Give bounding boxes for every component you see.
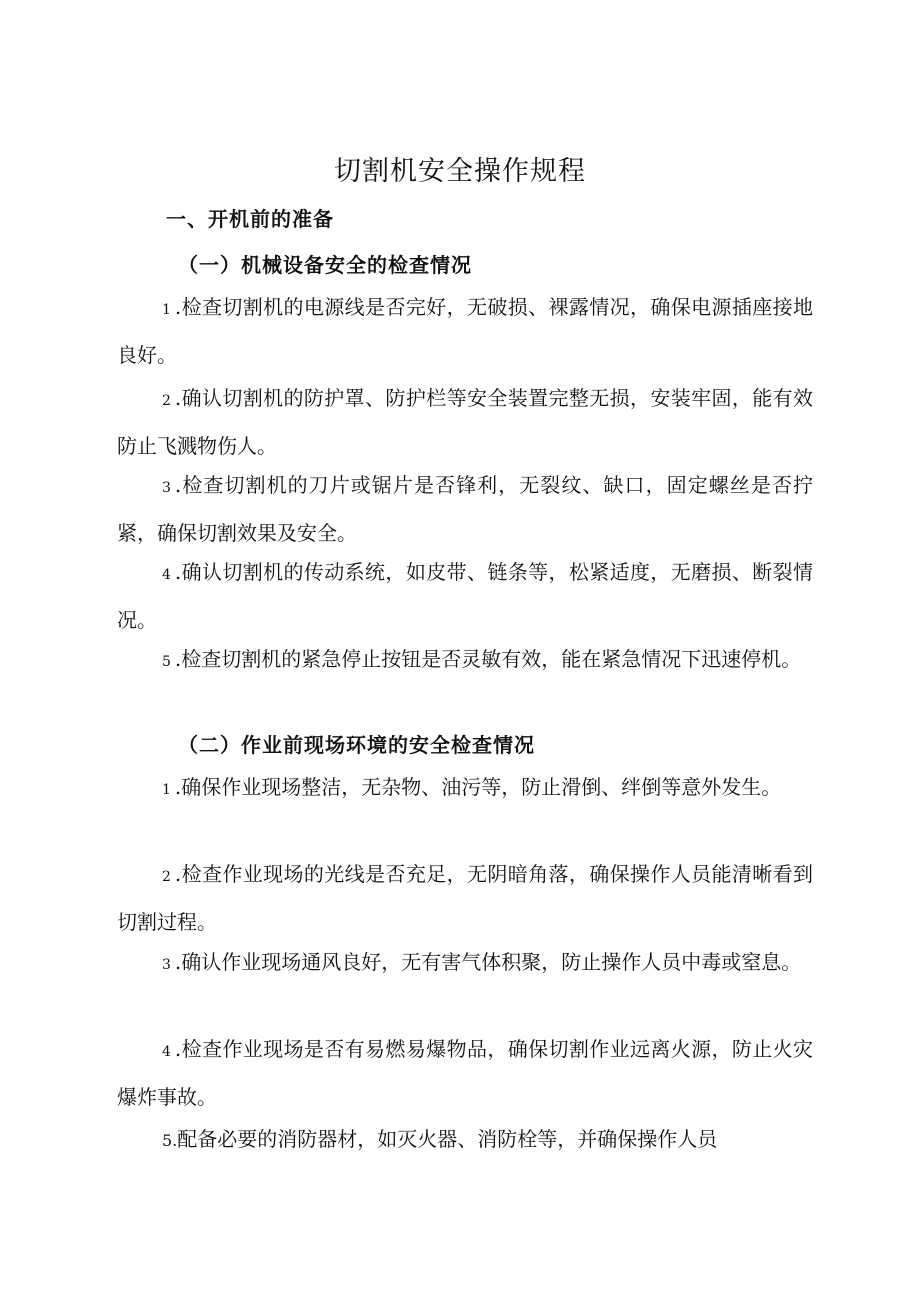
item-text: .检查作业现场是否有易燃易爆物品，确保切割作业远离火源，防止火灾爆炸事故。 — [117, 1037, 813, 1109]
item-text: 配备必要的消防器材，如灭火器、消防栓等，并确保操作人员 — [177, 1127, 718, 1151]
item-number: 1 — [162, 782, 171, 798]
item-text: .检查切割机的刀片或锯片是否锋利，无裂纹、缺口，固定螺丝是否拧紧，确保切割效果及安全。 — [117, 473, 813, 545]
subsection-heading-site-check: （二）作业前现场环境的安全检查情况 — [178, 733, 535, 757]
item-number: 2 — [162, 393, 171, 409]
item-number: 5. — [162, 1131, 178, 1150]
item-number: 3 — [162, 957, 171, 973]
section-heading-preparation: 一、开机前的准备 — [166, 207, 334, 231]
list-item — [117, 637, 813, 685]
item-text: .检查切割机的电源线是否完好，无破损、裸露情况，确保电源插座接地良好。 — [117, 295, 813, 367]
list-item — [117, 376, 813, 469]
item-text: .确认作业现场通风良好，无有害气体积聚，防止操作人员中毒或窒息。 — [174, 950, 802, 974]
list-item — [117, 765, 813, 813]
item-text: .确保作业现场整洁，无杂物、油污等，防止滑倒、绊倒等意外发生。 — [174, 775, 782, 799]
item-text: .检查作业现场的光线是否充足，无阴暗角落，确保操作人员能清晰看到切割过程。 — [117, 862, 813, 934]
subsection-heading-equipment-check: （一）机械设备安全的检查情况 — [178, 253, 472, 277]
item-number: 5 — [162, 654, 171, 670]
item-number: 1 — [162, 302, 171, 318]
item-number: 4 — [162, 567, 171, 583]
list-item — [117, 285, 813, 378]
list-item — [117, 1117, 813, 1163]
list-item — [117, 550, 813, 643]
item-number: 4 — [162, 1044, 171, 1060]
item-text: .确认切割机的传动系统，如皮带、链条等，松紧适度，无磨损、断裂情况。 — [117, 560, 813, 632]
item-text: .检查切割机的紧急停止按钮是否灵敏有效，能在紧急情况下迅速停机。 — [174, 647, 802, 671]
document-title: 切割机安全操作规程 — [334, 156, 586, 187]
item-number: 2 — [162, 869, 171, 885]
list-item — [117, 1027, 813, 1120]
list-item — [117, 463, 813, 556]
item-number: 3 — [162, 480, 171, 496]
item-text: .确认切割机的防护罩、防护栏等安全装置完整无损，安装牢固，能有效防止飞溅物伤人。 — [117, 386, 813, 458]
list-item — [117, 940, 813, 988]
list-item — [117, 852, 813, 945]
